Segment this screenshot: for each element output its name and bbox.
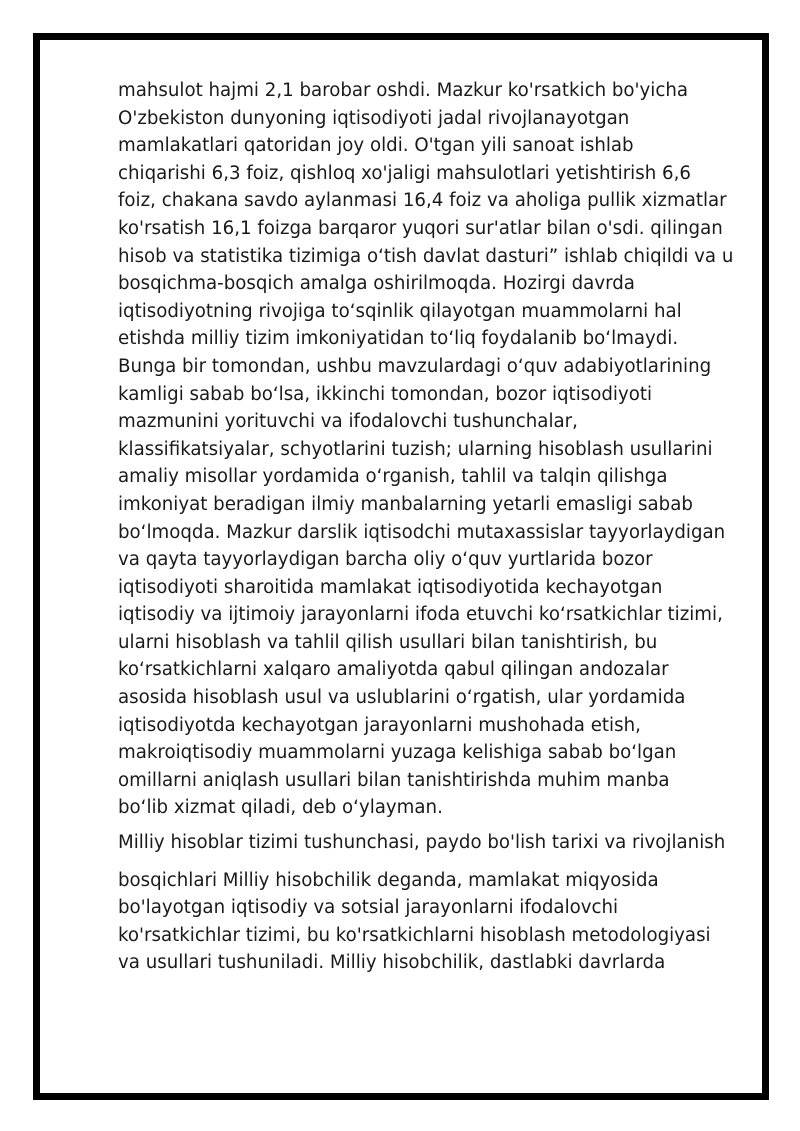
text-line: chiqarishi 6,3 foiz, qishloq xo'jaligi mahsulotlari yetishtirish 6,6 <box>118 162 691 184</box>
text-line: va usullari tushuniladi. Milliy hisobchilik, dastlabki davrlarda <box>118 952 666 974</box>
text-line: ko‘rsatkichlarni xalqaro amaliyotda qabul qilingan andozalar <box>118 659 669 681</box>
text-line: bo‘lib xizmat qiladi, deb o‘ylayman. <box>118 797 443 819</box>
text-line: iqtisodiyotning rivojiga to‘sqinlik qilayotgan muammolarni hal <box>118 300 682 322</box>
text-line: mamlakatlari qatoridan joy oldi. O'tgan yili sanoat ishlab <box>118 135 634 157</box>
paragraph-intro <box>118 77 758 822</box>
text-line: mazmunini yorituvchi va ifodalovchi tushunchalar, <box>118 411 578 433</box>
text-line: Bunga bir tomondan, ushbu mavzulardagi o‘quv adabiyotlarining <box>118 355 712 377</box>
text-line: makroiqtisodiy muammolarni yuzaga kelishiga sabab bo‘lgan <box>118 742 677 764</box>
text-line: amaliy misollar yordamida o‘rganish, tahlil va talqin qilishga <box>118 466 668 488</box>
text-line: ularni hisoblash va tahlil qilish usullari bilan tanishtirish, bu <box>118 631 658 653</box>
document-body <box>118 77 758 977</box>
text-line: omillarni aniqlash usullari bilan tanishtirishda muhim manba <box>118 769 670 791</box>
text-line: bosqichlari Milliy hisobchilik deganda, mamlakat miqyosida <box>118 869 659 891</box>
text-line: iqtisodiyoti sharoitida mamlakat iqtisodiyotida kechayotgan <box>118 576 663 598</box>
text-line: bosqichma-bosqich amalga oshirilmoqda. Hozirgi davrda <box>118 273 635 295</box>
text-line: etishda milliy tizim imkoniyatidan to‘liq foydalanib bo‘lmaydi. <box>118 328 679 350</box>
text-line: hisob va statistika tizimiga o‘tish davlat dasturi” ishlab chiqildi va u <box>118 245 734 267</box>
text-line: mahsulot hajmi 2,1 barobar oshdi. Mazkur ko'rsatkich bo'yicha <box>118 80 689 101</box>
text-line: klassifikatsiyalar, schyotlarini tuzish; ularning hisoblash usullarini <box>118 438 713 460</box>
text-line: bo‘lmoqda. Mazkur darslik iqtisodchi mutaxassislar tayyorlaydigan <box>118 521 726 543</box>
paragraph-national-accounts <box>118 867 758 977</box>
text-line: imkoniyat beradigan ilmiy manbalarning yetarli emasligi sabab <box>118 493 693 515</box>
text-line: ko'rsatkichlar tizimi, bu ko'rsatkichlarni hisoblash metodologiyasi <box>118 924 711 946</box>
section-heading-line: Milliy hisoblar tizimi tushunchasi, paydo bo'lish tarixi va rivojlanish <box>118 832 726 854</box>
text-line: ko'rsatish 16,1 foizga barqaror yuqori sur'atlar bilan o'sdi. qilingan <box>118 217 723 239</box>
text-line: foiz, chakana savdo aylanmasi 16,4 foiz va aholiga pullik xizmatlar <box>118 190 727 212</box>
text-line: iqtisodiyotda kechayotgan jarayonlarni mushohada etish, <box>118 714 641 736</box>
text-line: bo'layotgan iqtisodiy va sotsial jarayonlarni ifodalovchi <box>118 897 619 919</box>
text-line: kamligi sabab bo‘lsa, ikkinchi tomondan, bozor iqtisodiyoti <box>118 383 653 405</box>
text-line: iqtisodiy va ijtimoiy jarayonlarni ifoda etuvchi ko‘rsatkichlar tizimi, <box>118 604 723 626</box>
text-line: asosida hisoblash usul va uslublarini o‘rgatish, ular yordamida <box>118 687 686 709</box>
text-line: O'zbekiston dunyoning iqtisodiyoti jadal rivojlanayotgan <box>118 107 630 129</box>
text-line: va qayta tayyorlaydigan barcha oliy o‘quv yurtlarida bozor <box>118 549 653 571</box>
